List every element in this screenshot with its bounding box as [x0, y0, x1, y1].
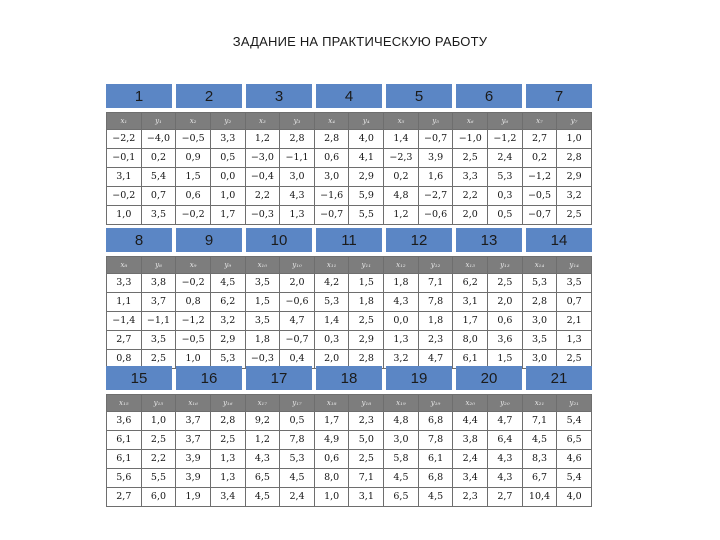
table-row	[107, 312, 592, 331]
table-cell: 7,8	[418, 293, 453, 312]
table-cell: 3,5	[245, 274, 280, 293]
table-cell: 2,9	[210, 331, 245, 350]
table-row	[107, 412, 592, 431]
variable-label: x₁₈	[314, 395, 349, 412]
variable-label: y₁₁	[349, 257, 384, 274]
table-cell: −0,6	[418, 206, 453, 225]
page-title: ЗАДАНИЕ НА ПРАКТИЧЕСКУЮ РАБОТУ	[232, 34, 488, 49]
table-row	[107, 331, 592, 350]
variable-label: x₅	[384, 113, 419, 130]
table-cell: 1,8	[349, 293, 384, 312]
table-cell: 5,3	[522, 274, 557, 293]
table-cell: 7,1	[522, 412, 557, 431]
table-cell: 2,2	[453, 187, 488, 206]
table-cell: 1,3	[280, 206, 315, 225]
table-cell: −1,4	[107, 312, 142, 331]
table-cell: 2,4	[453, 450, 488, 469]
table-cell: 3,0	[280, 168, 315, 187]
table-cell: 4,7	[280, 312, 315, 331]
table-cell: 2,5	[557, 206, 592, 225]
variant-number: 5	[386, 84, 452, 108]
table-cell: 5,4	[557, 412, 592, 431]
table-cell: 8,0	[453, 331, 488, 350]
variable-label: y₂₁	[557, 395, 592, 412]
table-cell: −0,2	[107, 187, 142, 206]
table-cell: 1,7	[453, 312, 488, 331]
table-cell: 1,0	[107, 206, 142, 225]
table-cell: −0,2	[176, 206, 211, 225]
table-row	[107, 168, 592, 187]
variant-number: 10	[246, 228, 312, 252]
variable-label: y₅	[418, 113, 453, 130]
data-table	[106, 112, 592, 225]
table-cell: 6,5	[384, 488, 419, 507]
table-cell: 3,1	[453, 293, 488, 312]
table-cell: 0,2	[522, 149, 557, 168]
table-cell: 2,0	[453, 206, 488, 225]
table-cell: 3,1	[349, 488, 384, 507]
table-cell: −1,1	[280, 149, 315, 168]
table-cell: 2,5	[210, 431, 245, 450]
table-cell: 3,5	[141, 206, 176, 225]
table-cell: 2,4	[488, 149, 523, 168]
table-cell: 6,1	[453, 350, 488, 369]
table-cell: 6,2	[453, 274, 488, 293]
table-cell: 0,7	[557, 293, 592, 312]
table-cell: −1,0	[453, 130, 488, 149]
table-cell: 1,5	[245, 293, 280, 312]
variable-label: x₁₂	[384, 257, 419, 274]
table-cell: 3,7	[141, 293, 176, 312]
table-cell: 0,2	[141, 149, 176, 168]
table-cell: 0,6	[488, 312, 523, 331]
variant-number: 9	[176, 228, 242, 252]
table-cell: 1,3	[210, 450, 245, 469]
table-cell: 6,0	[141, 488, 176, 507]
variable-label: y₆	[488, 113, 523, 130]
table-cell: 0,0	[210, 168, 245, 187]
variable-label: y₁₀	[280, 257, 315, 274]
table-cell: 2,5	[141, 350, 176, 369]
table-cell: 4,5	[384, 469, 419, 488]
table-cell: 4,5	[245, 488, 280, 507]
variable-label: x₉	[176, 257, 211, 274]
table-cell: 1,8	[418, 312, 453, 331]
table-cell: 0,7	[141, 187, 176, 206]
table-cell: 2,4	[280, 488, 315, 507]
table-cell: 5,9	[349, 187, 384, 206]
table-cell: −0,7	[522, 206, 557, 225]
table-cell: 3,2	[557, 187, 592, 206]
table-cell: 1,8	[245, 331, 280, 350]
table-cell: 0,0	[384, 312, 419, 331]
table-cell: 3,4	[210, 488, 245, 507]
table-row	[107, 274, 592, 293]
table-cell: 1,1	[107, 293, 142, 312]
variant-number-row	[106, 366, 592, 390]
table-cell: 5,4	[557, 469, 592, 488]
variable-label: y₁₅	[141, 395, 176, 412]
table-cell: 2,5	[488, 274, 523, 293]
variant-number: 7	[526, 84, 592, 108]
variable-label: x₁₆	[176, 395, 211, 412]
table-cell: 0,9	[176, 149, 211, 168]
variant-number-row	[106, 84, 592, 108]
table-cell: −2,3	[384, 149, 419, 168]
variable-label: x₁₄	[522, 257, 557, 274]
table-cell: 4,3	[280, 187, 315, 206]
table-cell: 3,4	[453, 469, 488, 488]
table-cell: 6,5	[245, 469, 280, 488]
variable-label: x₃	[245, 113, 280, 130]
table-cell: 3,3	[453, 168, 488, 187]
table-cell: 2,9	[349, 168, 384, 187]
variable-header-row	[107, 113, 592, 130]
table-cell: 7,8	[418, 431, 453, 450]
table-cell: 4,8	[384, 412, 419, 431]
table-cell: 2,8	[349, 350, 384, 369]
table-cell: 4,0	[349, 130, 384, 149]
table-cell: 4,8	[384, 187, 419, 206]
table-cell: 8,0	[314, 469, 349, 488]
table-cell: 2,3	[418, 331, 453, 350]
table-cell: 3,0	[522, 312, 557, 331]
table-cell: 1,3	[384, 331, 419, 350]
table-cell: 1,0	[557, 130, 592, 149]
variable-label: y₂₀	[488, 395, 523, 412]
table-cell: 2,8	[314, 130, 349, 149]
table-cell: 2,5	[453, 149, 488, 168]
table-cell: 3,0	[384, 431, 419, 450]
table-cell: 0,5	[280, 412, 315, 431]
table-cell: 0,5	[488, 206, 523, 225]
table-cell: 4,3	[488, 469, 523, 488]
table-cell: 3,5	[141, 331, 176, 350]
table-cell: 1,4	[384, 130, 419, 149]
table-cell: 1,0	[176, 350, 211, 369]
table-cell: 0,6	[314, 149, 349, 168]
table-cell: 0,8	[176, 293, 211, 312]
table-cell: −0,4	[245, 168, 280, 187]
table-cell: −0,3	[245, 206, 280, 225]
table-cell: 1,2	[245, 431, 280, 450]
table-cell: 0,2	[384, 168, 419, 187]
table-cell: 0,8	[107, 350, 142, 369]
table-cell: 2,7	[107, 331, 142, 350]
variant-number: 2	[176, 84, 242, 108]
table-cell: 3,8	[453, 431, 488, 450]
table-cell: 1,0	[314, 488, 349, 507]
variant-number: 3	[246, 84, 312, 108]
table-row	[107, 149, 592, 168]
table-cell: 3,5	[557, 274, 592, 293]
variable-label: x₇	[522, 113, 557, 130]
table-cell: 6,2	[210, 293, 245, 312]
table-cell: 5,3	[314, 293, 349, 312]
table-row	[107, 450, 592, 469]
variant-number: 19	[386, 366, 452, 390]
table-cell: 3,9	[176, 469, 211, 488]
table-cell: −0,6	[280, 293, 315, 312]
table-cell: 2,2	[245, 187, 280, 206]
table-cell: 6,8	[418, 469, 453, 488]
table-cell: −0,7	[280, 331, 315, 350]
table-cell: 5,3	[488, 168, 523, 187]
table-cell: −2,2	[107, 130, 142, 149]
table-cell: 1,7	[314, 412, 349, 431]
table-cell: 7,1	[349, 469, 384, 488]
table-cell: 6,1	[107, 431, 142, 450]
variable-label: x₁₀	[245, 257, 280, 274]
table-cell: 4,5	[522, 431, 557, 450]
table-cell: −2,7	[418, 187, 453, 206]
table-cell: 3,1	[107, 168, 142, 187]
table-cell: −0,5	[522, 187, 557, 206]
variable-label: x₁₁	[314, 257, 349, 274]
table-cell: −1,1	[141, 312, 176, 331]
table-cell: 3,6	[488, 331, 523, 350]
table-cell: 1,3	[557, 331, 592, 350]
variant-number: 11	[316, 228, 382, 252]
table-cell: 6,7	[522, 469, 557, 488]
table-cell: 4,7	[418, 350, 453, 369]
table-cell: 5,6	[107, 469, 142, 488]
variable-header-row	[107, 395, 592, 412]
variable-label: y₁₈	[349, 395, 384, 412]
table-cell: 0,3	[314, 331, 349, 350]
table-cell: 1,3	[210, 469, 245, 488]
table-cell: 1,5	[488, 350, 523, 369]
table-row	[107, 206, 592, 225]
table-cell: 3,3	[210, 130, 245, 149]
table-cell: 7,1	[418, 274, 453, 293]
data-table	[106, 394, 592, 507]
table-cell: 2,5	[141, 431, 176, 450]
variable-label: y₃	[280, 113, 315, 130]
table-cell: 4,9	[314, 431, 349, 450]
variable-label: y₄	[349, 113, 384, 130]
table-cell: 4,5	[280, 469, 315, 488]
table-cell: 1,0	[141, 412, 176, 431]
table-cell: 2,5	[557, 350, 592, 369]
table-cell: 2,0	[280, 274, 315, 293]
table-cell: 5,0	[349, 431, 384, 450]
variable-label: x₆	[453, 113, 488, 130]
table-cell: 3,8	[141, 274, 176, 293]
table-cell: 0,6	[314, 450, 349, 469]
table-cell: 1,2	[384, 206, 419, 225]
table-cell: 4,3	[384, 293, 419, 312]
variant-number-row	[106, 228, 592, 252]
table-cell: 6,1	[418, 450, 453, 469]
table-cell: 1,2	[245, 130, 280, 149]
variable-label: x₈	[107, 257, 142, 274]
table-cell: 2,5	[349, 312, 384, 331]
table-row	[107, 431, 592, 450]
table-cell: 0,3	[488, 187, 523, 206]
table-cell: 6,8	[418, 412, 453, 431]
table-cell: 9,2	[245, 412, 280, 431]
table-cell: −0,7	[418, 130, 453, 149]
table-cell: −0,3	[245, 350, 280, 369]
table-cell: 2,9	[557, 168, 592, 187]
variable-label: y₂	[210, 113, 245, 130]
table-cell: 2,8	[522, 293, 557, 312]
table-cell: 5,3	[210, 350, 245, 369]
variant-number: 16	[176, 366, 242, 390]
table-cell: 3,6	[107, 412, 142, 431]
variable-label: y₉	[210, 257, 245, 274]
variable-label: y₇	[557, 113, 592, 130]
table-cell: −1,2	[522, 168, 557, 187]
table-cell: 3,0	[314, 168, 349, 187]
variable-label: y₁₄	[557, 257, 592, 274]
table-cell: 2,9	[349, 331, 384, 350]
table-cell: 5,3	[280, 450, 315, 469]
variant-number: 4	[316, 84, 382, 108]
variable-label: x₁₃	[453, 257, 488, 274]
table-cell: 4,6	[557, 450, 592, 469]
variable-label: x₄	[314, 113, 349, 130]
table-cell: −0,7	[314, 206, 349, 225]
variant-number: 18	[316, 366, 382, 390]
table-cell: 7,8	[280, 431, 315, 450]
table-cell: 2,5	[349, 450, 384, 469]
variable-label: x₂₀	[453, 395, 488, 412]
table-cell: 3,0	[522, 350, 557, 369]
table-cell: 3,2	[384, 350, 419, 369]
table-cell: 3,7	[176, 431, 211, 450]
table-cell: −0,5	[176, 331, 211, 350]
table-cell: 10,4	[522, 488, 557, 507]
table-cell: 1,7	[210, 206, 245, 225]
table-cell: 3,9	[418, 149, 453, 168]
table-cell: −1,6	[314, 187, 349, 206]
variant-number: 14	[526, 228, 592, 252]
table-cell: 4,4	[453, 412, 488, 431]
variable-label: y₁₂	[418, 257, 453, 274]
variant-number: 21	[526, 366, 592, 390]
table-cell: 1,4	[314, 312, 349, 331]
table-cell: 1,5	[176, 168, 211, 187]
table-cell: 6,4	[488, 431, 523, 450]
table-cell: −4,0	[141, 130, 176, 149]
table-cell: 4,3	[245, 450, 280, 469]
variant-number: 12	[386, 228, 452, 252]
table-cell: −0,2	[176, 274, 211, 293]
table-cell: 1,9	[176, 488, 211, 507]
table-cell: 1,6	[418, 168, 453, 187]
variable-label: x₁	[107, 113, 142, 130]
variable-label: x₁₅	[107, 395, 142, 412]
table-cell: 4,3	[488, 450, 523, 469]
table-cell: 0,6	[176, 187, 211, 206]
table-cell: 1,8	[384, 274, 419, 293]
variant-number: 8	[106, 228, 172, 252]
table-cell: 5,5	[349, 206, 384, 225]
table-cell: 1,0	[210, 187, 245, 206]
table-cell: 2,3	[453, 488, 488, 507]
table-row	[107, 469, 592, 488]
variable-label: x₁₇	[245, 395, 280, 412]
table-cell: 0,5	[210, 149, 245, 168]
variant-number: 20	[456, 366, 522, 390]
table-cell: 5,5	[141, 469, 176, 488]
table-cell: 2,0	[314, 350, 349, 369]
table-cell: 2,8	[210, 412, 245, 431]
table-cell: −1,2	[488, 130, 523, 149]
variant-number: 17	[246, 366, 312, 390]
variable-label: y₈	[141, 257, 176, 274]
variable-label: y₁	[141, 113, 176, 130]
table-row	[107, 488, 592, 507]
table-cell: 2,1	[557, 312, 592, 331]
table-cell: 3,9	[176, 450, 211, 469]
table-cell: 4,5	[418, 488, 453, 507]
table-cell: 2,0	[488, 293, 523, 312]
table-cell: −1,2	[176, 312, 211, 331]
table-cell: 6,5	[557, 431, 592, 450]
variant-number: 15	[106, 366, 172, 390]
table-cell: 5,8	[384, 450, 419, 469]
variable-header-row	[107, 257, 592, 274]
variant-number: 13	[456, 228, 522, 252]
table-cell: 3,5	[522, 331, 557, 350]
table-cell: 2,8	[557, 149, 592, 168]
variable-label: y₁₉	[418, 395, 453, 412]
table-cell: 0,4	[280, 350, 315, 369]
table-cell: 3,2	[210, 312, 245, 331]
table-cell: 3,5	[245, 312, 280, 331]
variant-number: 1	[106, 84, 172, 108]
table-cell: 3,3	[107, 274, 142, 293]
data-table	[106, 256, 592, 369]
table-cell: −0,5	[176, 130, 211, 149]
variable-label: x₂	[176, 113, 211, 130]
table-cell: 2,7	[488, 488, 523, 507]
table-cell: 2,7	[522, 130, 557, 149]
variable-label: y₁₃	[488, 257, 523, 274]
table-cell: −0,1	[107, 149, 142, 168]
variant-number: 6	[456, 84, 522, 108]
table-cell: 2,2	[141, 450, 176, 469]
table-cell: 4,0	[557, 488, 592, 507]
table-cell: 6,1	[107, 450, 142, 469]
table-cell: −3,0	[245, 149, 280, 168]
table-row	[107, 187, 592, 206]
table-cell: 1,5	[349, 274, 384, 293]
table-cell: 2,3	[349, 412, 384, 431]
table-cell: 5,4	[141, 168, 176, 187]
variable-label: y₁₇	[280, 395, 315, 412]
table-cell: 4,1	[349, 149, 384, 168]
table-cell: 4,7	[488, 412, 523, 431]
table-cell: 4,5	[210, 274, 245, 293]
table-row	[107, 130, 592, 149]
table-cell: 4,2	[314, 274, 349, 293]
table-row	[107, 293, 592, 312]
table-cell: 3,7	[176, 412, 211, 431]
table-cell: 2,7	[107, 488, 142, 507]
table-cell: 2,8	[280, 130, 315, 149]
variable-label: x₂₁	[522, 395, 557, 412]
variable-label: x₁₉	[384, 395, 419, 412]
variable-label: y₁₆	[210, 395, 245, 412]
table-cell: 8,3	[522, 450, 557, 469]
